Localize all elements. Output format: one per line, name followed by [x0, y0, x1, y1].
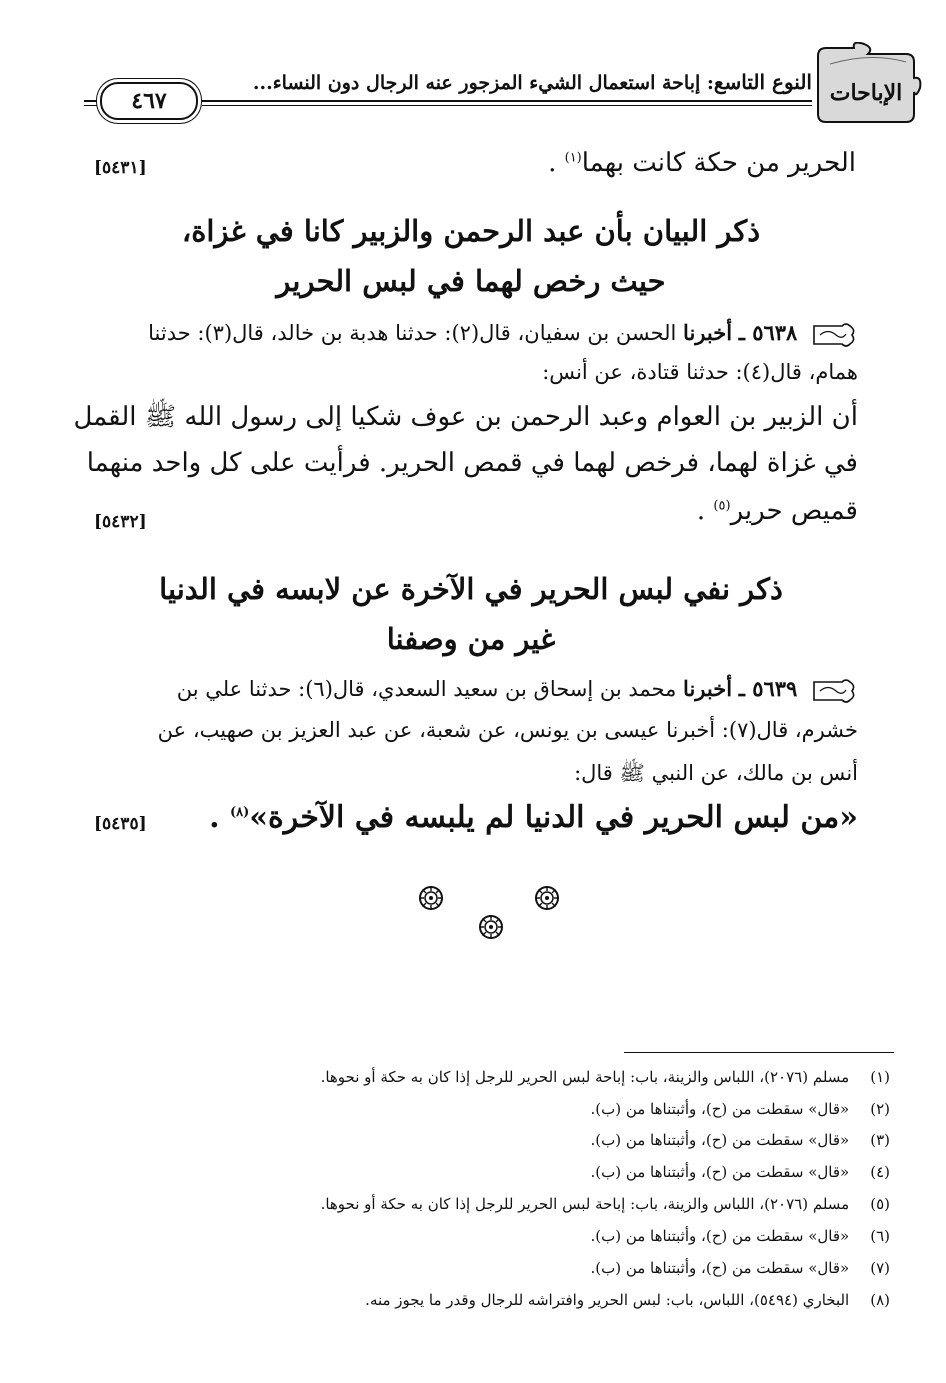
hadith-5638-chain-line-2: همام، قال(٤): حدثنا قتادة، عن أنس: [542, 360, 858, 384]
footnote-number: (٣) [870, 1131, 890, 1149]
running-title-lead: النوع التاسع [713, 70, 812, 94]
hadith-5639-chain-text-1: محمد بن إسحاق بن سعيد السعدي، قال(٦): حدثنا علي بن [176, 677, 677, 701]
puzzle-emblem-icon [810, 42, 922, 126]
hadith-5639-chain-line-3: أنس بن مالك، عن النبي ﷺ قال: [574, 761, 858, 785]
hadith-5638-reference: [٥٤٣٢] [94, 512, 147, 532]
footnote-1 [321, 1068, 890, 1086]
hadith-5639-akhbarana: أخبرنا [683, 676, 733, 701]
footnote-4 [590, 1163, 890, 1181]
footnote-2 [590, 1100, 890, 1118]
intro-reference: [٥٤٣١] [94, 158, 147, 178]
footnote-text: «قال» سقطت من (ح)، وأثبتناها من (ب). [590, 1259, 850, 1277]
header-rule-thin [202, 105, 812, 106]
hadith-marker-icon [812, 322, 858, 348]
hadith-5638-text-line-2: في غزاة لهما، فرخص لهما في قمص الحرير. فرأيت على كل واحد منهما [86, 448, 858, 478]
footnote-6 [590, 1227, 890, 1245]
chapter-heading-1-line-1: ذكر البيان بأن عبد الرحمن والزبير كانا في غزاة، [181, 214, 761, 248]
hadith-marker-icon [812, 678, 858, 704]
intro-text: الحرير من حكة كانت بهما [581, 148, 856, 178]
rosette-ornament-icon [534, 885, 560, 911]
footnote-number: (٤) [870, 1163, 890, 1181]
footnote-8 [365, 1291, 890, 1309]
rosette-ornament-icon [418, 885, 444, 911]
footnote-text: مسلم (٢٠٧٦)، اللباس والزينة، باب: إباحة لبس الحرير للرجل إذا كان به حكة أو نحوها. [320, 1195, 850, 1213]
footnote-number: (٨) [870, 1291, 890, 1309]
hadith-5639-quote-line: «من لبس الحرير في الدنيا لم يلبسه في الآخرة»$^{(٨)}$ . [209, 800, 858, 835]
hadith-5638-text-3: قميص حرير [730, 496, 858, 526]
header-rule [202, 100, 812, 102]
hadith-5638-chain-line-1 [148, 320, 858, 348]
hadith-5638-text-line-1: أن الزبير بن العوام وعبد الرحمن بن عوف شكيا إلى رسول الله ﷺ القمل [73, 402, 858, 432]
hadith-5639-chain-line-2: خشرم، قال(٧): أخبرنا عيسى بن يونس، عن شعبة، عن عبد العزيز بن صهيب، عن [157, 718, 858, 742]
hadith-5639-number: ٥٦٣٩ ـ [738, 676, 798, 701]
footnote-5 [321, 1195, 890, 1213]
intro-line: الحرير من حكة كانت بهما$^{(١)}$ . [548, 148, 856, 178]
intro-footnote-mark: (١) [564, 150, 582, 166]
footnote-number: (٥) [870, 1195, 890, 1213]
hadith-5638-text-line-3: قميص حرير$^{(٥)}$ . [696, 496, 858, 526]
rosette-ornament-icon [478, 914, 504, 940]
footnote-text: مسلم (٢٠٧٦)، اللباس والزينة، باب: إباحة لبس الحرير للرجل إذا كان به حكة أو نحوها. [320, 1068, 850, 1086]
footnote-text: «قال» سقطت من (ح)، وأثبتناها من (ب). [590, 1163, 850, 1181]
hadith-5639-quote: «من لبس الحرير في الدنيا لم يلبسه في الآخرة» [249, 800, 858, 835]
footnote-3 [590, 1131, 890, 1149]
running-title-rest: : إباحة استعمال الشيء المزجور عنه الرجال دون النساء... [252, 72, 714, 94]
footnote-number: (٢) [870, 1100, 890, 1118]
footnote-text: «قال» سقطت من (ح)، وأثبتناها من (ب). [590, 1131, 850, 1149]
page-number: ٤٦٧ [100, 82, 198, 120]
hadith-5638-number: ٥٦٣٨ ـ [738, 320, 798, 345]
running-title [252, 70, 812, 94]
footnote-text: «قال» سقطت من (ح)، وأثبتناها من (ب). [590, 1227, 850, 1245]
chapter-heading-2-line-2: غير من وصفنا [386, 622, 556, 656]
footnote-separator [624, 1052, 894, 1053]
footnote-number: (١) [870, 1068, 890, 1086]
hadith-5638-chain-text-1: الحسن بن سفيان، قال(٢): حدثنا هدبة بن خالد، قال(٣): حدثنا [148, 321, 677, 345]
running-header [92, 42, 912, 132]
hadith-5639-chain-line-1 [177, 676, 858, 704]
footnote-number: (٦) [870, 1227, 890, 1245]
footnote-7 [590, 1259, 890, 1277]
hadith-5638-footnote-mark: (٥) [713, 498, 731, 514]
emblem-label: الإباحات [829, 80, 903, 106]
footnote-text: البخاري (٥٤٩٤)، اللباس، باب: لبس الحرير وافتراشه للرجال وقدر ما يجوز منه. [365, 1291, 850, 1309]
footnote-number: (٧) [870, 1259, 890, 1277]
hadith-5639-footnote-mark: (٨) [230, 805, 250, 820]
chapter-heading-1-line-2: حيث رخص لهما في لبس الحرير [276, 264, 666, 298]
chapter-heading-2-line-1: ذكر نفي لبس الحرير في الآخرة عن لابسه في الدنيا [159, 572, 783, 606]
footnote-text: «قال» سقطت من (ح)، وأثبتناها من (ب). [590, 1100, 850, 1118]
hadith-5638-akhbarana: أخبرنا [683, 320, 733, 345]
hadith-5639-reference: [٥٤٣٥] [94, 814, 147, 834]
